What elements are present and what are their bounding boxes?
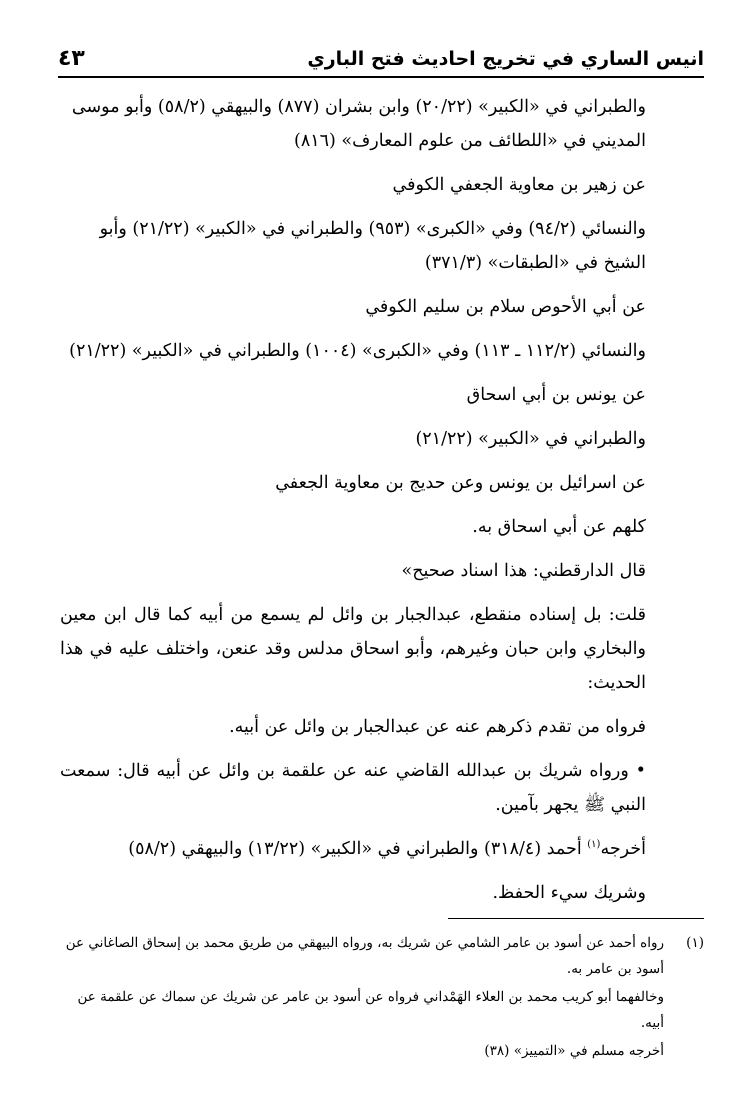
paragraph: عن اسرائيل بن يونس وعن حديج بن معاوية الجعفي (275, 473, 646, 493)
paragraph: عن زهير بن معاوية الجعفي الكوفي (392, 175, 646, 195)
paragraph: عن أبي الأحوص سلام بن سليم الكوفي (365, 297, 646, 317)
akhrajahu-prefix: أخرجه (600, 839, 646, 859)
footnote-line: أخرجه مسلم في «التمييز» (٣٨) (484, 1043, 664, 1059)
paragraph-with-footnote (60, 832, 704, 866)
footnote-line: رواه أحمد عن أسود بن عامر الشامي عن شريك به، ورواه البيهقي من طريق محمد بن إسحاق الصاغاني عن أسود بن عامر به. (65, 935, 664, 977)
paragraph: كلهم عن أبي اسحاق به. (472, 517, 646, 537)
page-number: ٤٣ (58, 46, 85, 71)
footnote-divider (448, 918, 704, 919)
paragraph: والطبراني في «الكبير» (٢١/٢٢) (415, 429, 646, 449)
running-header (58, 42, 704, 78)
footnote-number: (١) (686, 935, 704, 951)
paragraph: • ورواه شريك بن عبدالله القاضي عنه عن علقمة بن وائل عن أبيه قال: سمعت النبي ﷺ يجهر بآمين. (60, 761, 646, 815)
footnotes (60, 930, 704, 1066)
paragraph: والنسائي (١١٢/٢ ـ ١١٣) وفي «الكبرى» (١٠٠٤) والطبراني في «الكبير» (٢١/٢٢) (69, 341, 646, 361)
main-text (60, 90, 704, 920)
paragraph: والنسائي (٩٤/٢) وفي «الكبرى» (٩٥٣) والطبراني في «الكبير» (٢١/٢٢) وأبو الشيخ في «الطبقات» (٣٧١/٣) (99, 219, 646, 273)
paragraph: عن يونس بن أبي اسحاق (466, 385, 646, 405)
footnote-ref[interactable]: (١) (587, 839, 601, 851)
book-title: انيس الساري في تخريج احاديث فتح الباري (307, 48, 704, 70)
paragraph: قلت: بل إسناده منقطع، عبدالجبار بن وائل لم يسمع من أبيه كما قال ابن معين والبخاري وابن حبان وغيرهم، وأبو اسحاق مدلس وقد عنعن، واختلف عليه في هذا الحديث: (60, 605, 646, 693)
paragraph: والطبراني في «الكبير» (٢٠/٢٢) وابن بشران (٨٧٧) والبيهقي (٥٨/٢) وأبو موسى المديني في «اللطائف من علوم المعارف» (٨١٦) (71, 97, 646, 151)
paragraph: فرواه من تقدم ذكرهم عنه عن عبدالجبار بن وائل عن أبيه. (229, 717, 646, 737)
footnote-body (60, 930, 704, 1064)
paragraph: وشريك سيء الحفظ. (492, 883, 646, 903)
footnote-line: وخالفهما أبو كريب محمد بن العلاء الهَمْداني فرواه عن أسود بن عامر عن شريك عن سماك عن علقمة عن أبيه. (77, 989, 664, 1031)
akhrajahu-rest: أحمد (٣١٨/٤) والطبراني في «الكبير» (١٣/٢٢) والبيهقي (٥٨/٢) (128, 839, 588, 859)
paragraph: قال الدارقطني: هذا اسناد صحيح» (401, 561, 646, 581)
